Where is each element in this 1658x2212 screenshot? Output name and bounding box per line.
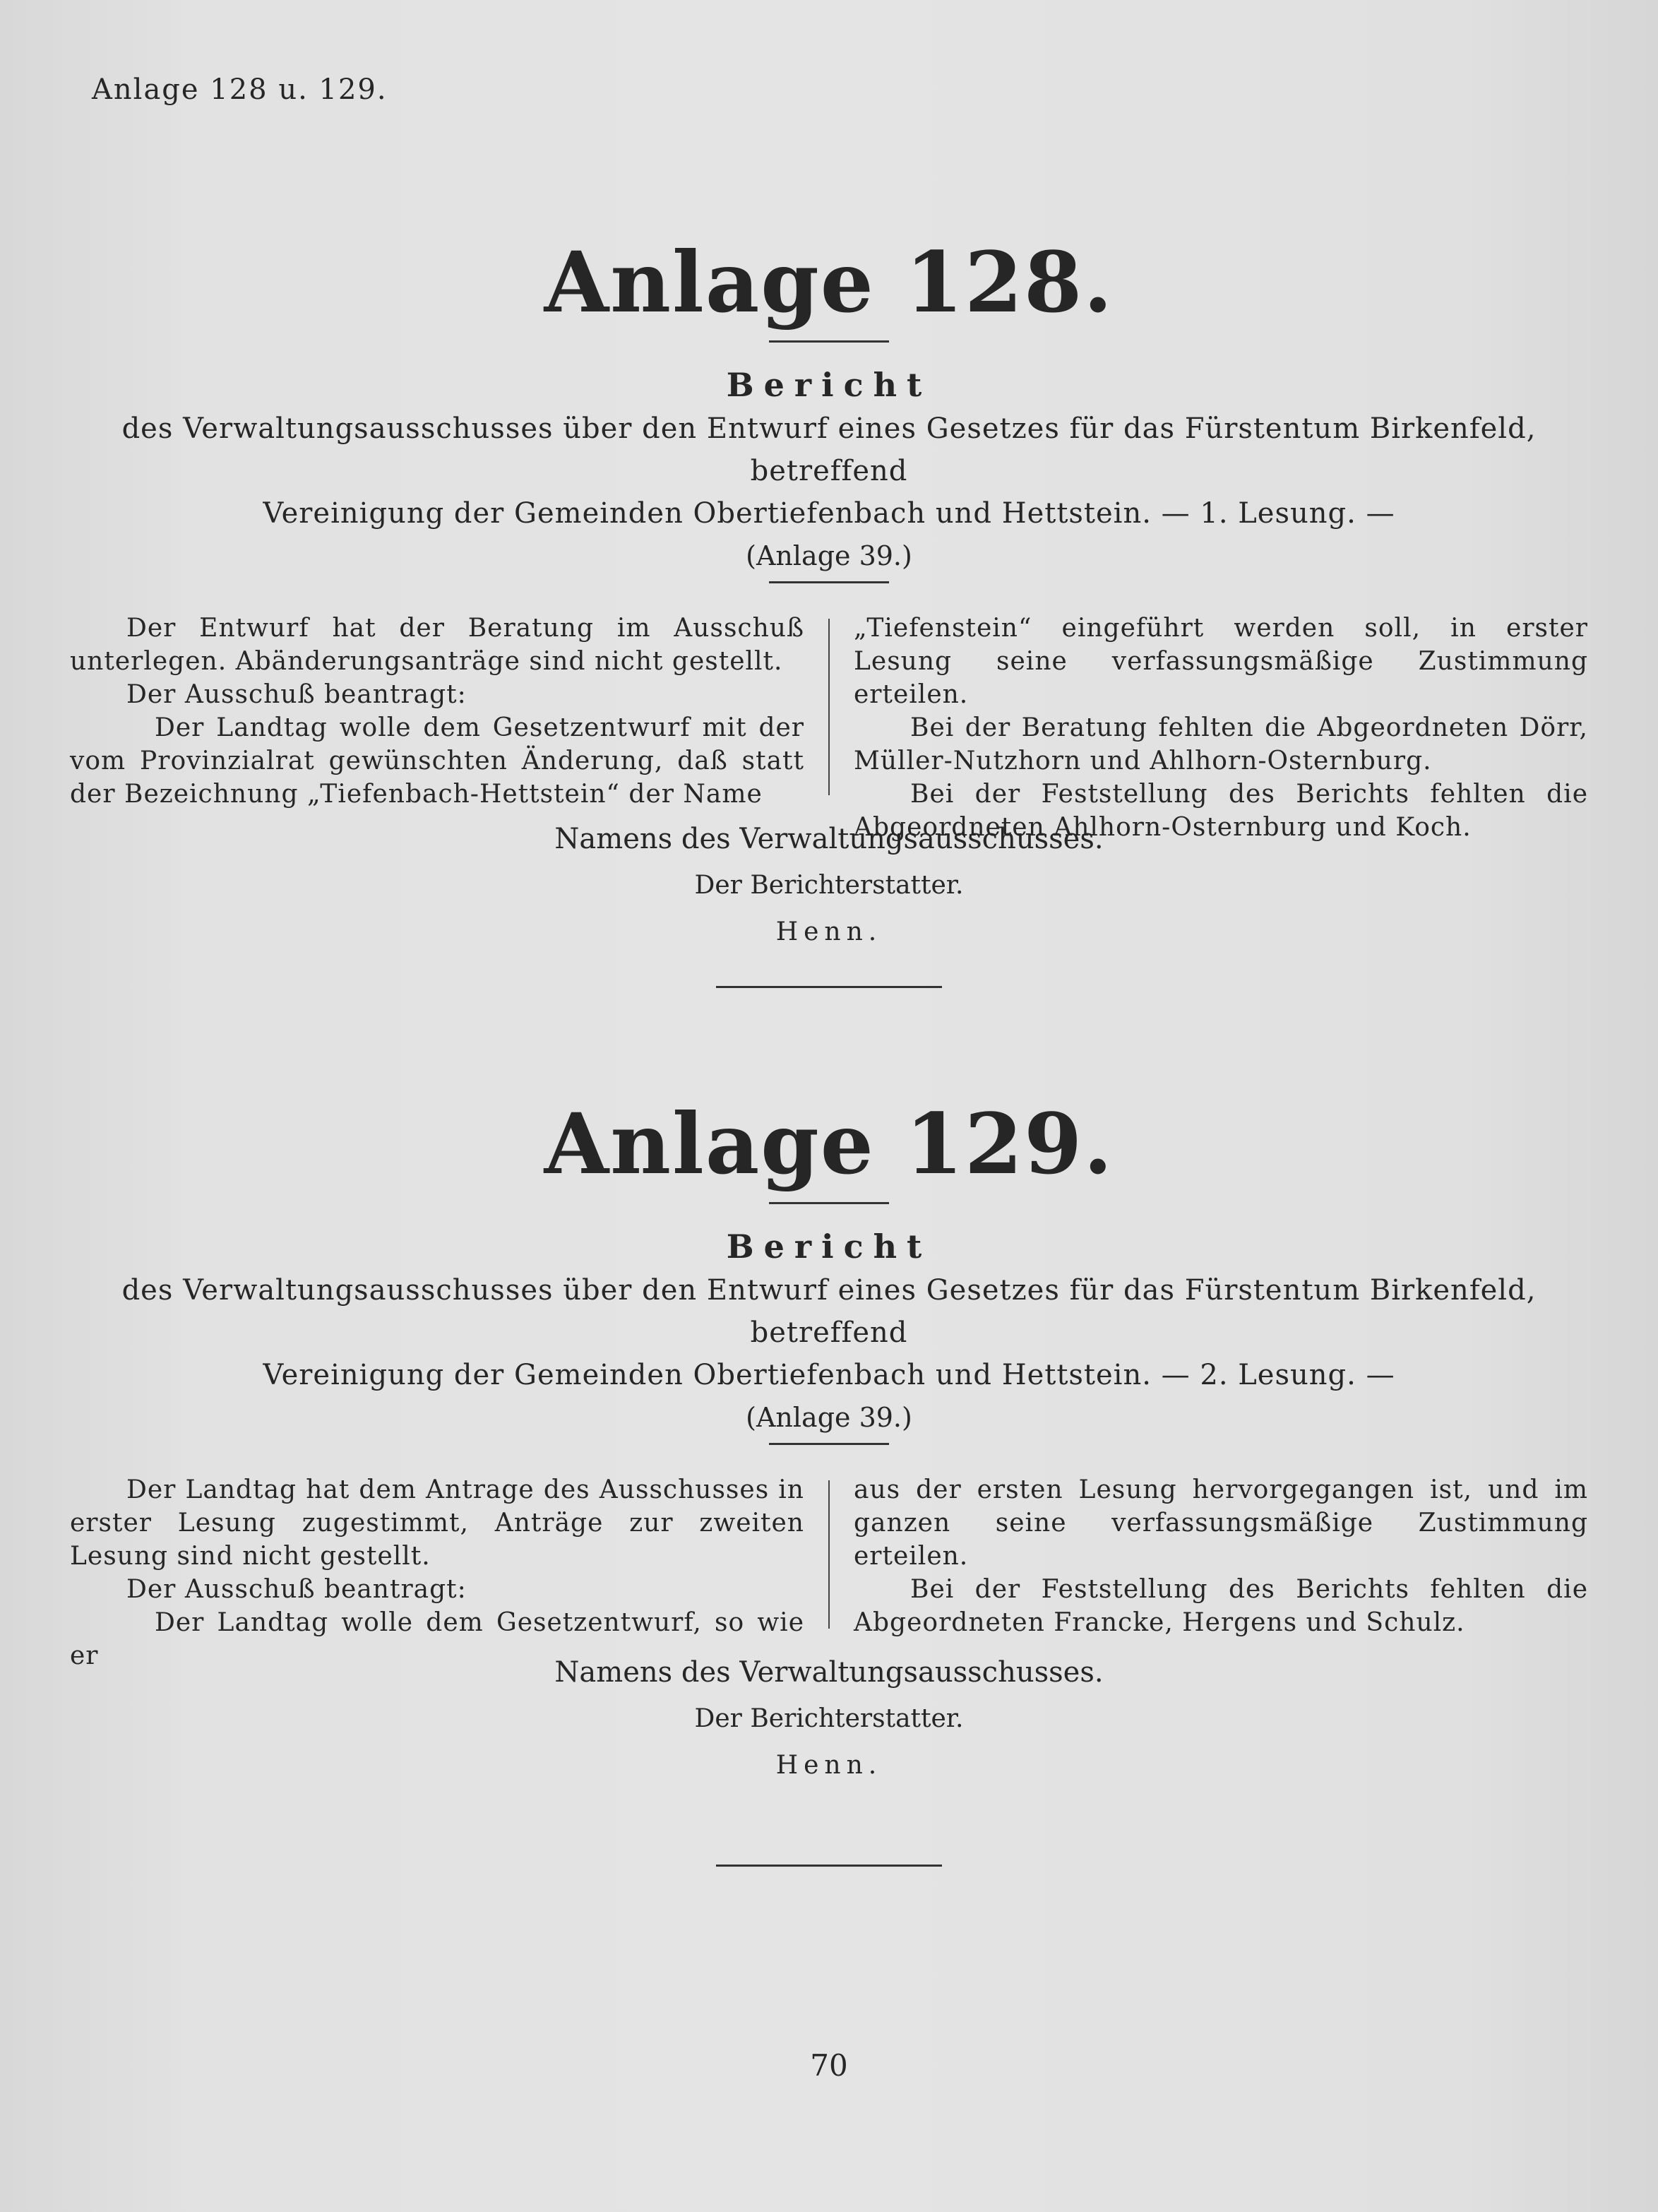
report-subject-line-1: des Verwaltungsausschusses über den Entwurf eines Gesetzes für das Fürstentum Birkenfeld, betreffend (121, 412, 1537, 487)
paragraph: aus der ersten Lesung hervorgegangen ist, und im ganzen seine verfassungsmäßige Zustimmung erteilen. (854, 1475, 1588, 1571)
column-divider (828, 619, 830, 795)
report-subject-line-2: Vereinigung der Gemeinden Obertiefenbach und Hettstein. — 2. Lesung. — (263, 1359, 1395, 1391)
paragraph: Bei der Beratung fehlten die Abgeordneten Dörr, Müller-Nutzhorn und Ahlhorn-Osternburg. (854, 713, 1588, 775)
paragraph: Der Landtag wolle dem Gesetzentwurf mit der vom Provinzialrat gewünschten Änderung, daß statt der Bezeichnung „Tiefenbach-Hettstein“ der Name (70, 713, 804, 809)
right-column (854, 612, 1588, 842)
paragraph: Der Landtag hat dem Antrage des Ausschusses in erster Lesung zugestimmt, Anträge zur zweiten Lesung sind nicht gestellt. (70, 1475, 804, 1571)
title-rule (769, 340, 889, 343)
paragraph: Der Landtag wolle dem Gesetzentwurf, so wie er (70, 1608, 804, 1670)
section-anlage-129 (0, 1095, 1658, 1867)
rapporteur-name: Henn. (775, 1751, 883, 1780)
section-anlage-128 (0, 233, 1658, 988)
section-end-rule (716, 1865, 942, 1867)
reference: (Anlage 39.) (746, 540, 912, 571)
report-subject-line-2: Vereinigung der Gemeinden Obertiefenbach und Hettstein. — 1. Lesung. — (263, 497, 1395, 530)
report-heading: Bericht (726, 1227, 932, 1266)
report-heading: Bericht (726, 366, 932, 404)
title-rule (769, 1202, 889, 1204)
rapporteur-name: Henn. (775, 917, 883, 946)
running-head: Anlage 128 u. 129. (92, 73, 388, 106)
paragraph: Bei der Feststellung des Berichts fehlten die Abgeordneten Ahlhorn-Osternburg und Koch. (854, 780, 1588, 842)
paragraph: Der Ausschuß beantragt: (126, 1575, 467, 1604)
right-column (854, 1473, 1588, 1636)
reference-rule (769, 1443, 889, 1445)
section-title: Anlage 129. (544, 1095, 1114, 1193)
section-end-rule (716, 986, 942, 988)
section-title: Anlage 128. (544, 233, 1114, 331)
left-column (70, 612, 804, 809)
left-column (70, 1473, 804, 1670)
committee-signature: Namens des Verwaltungsausschusses. (554, 1656, 1104, 1689)
column-divider (828, 1480, 830, 1629)
paragraph: Der Entwurf hat der Beratung im Ausschuß unterlegen. Abänderungsanträge sind nicht gestellt. (70, 614, 804, 676)
reference-rule (769, 581, 889, 583)
page-number: 70 (810, 2048, 848, 2083)
report-subject-line-1: des Verwaltungsausschusses über den Entwurf eines Gesetzes für das Fürstentum Birkenfeld, betreffend (121, 1274, 1537, 1349)
paragraph: „Tiefenstein“ eingeführt werden soll, in erster Lesung seine verfassungsmäßige Zustimmung erteilen. (854, 614, 1588, 709)
paragraph: Bei der Feststellung des Berichts fehlten die Abgeordneten Francke, Hergens und Schulz. (854, 1575, 1588, 1637)
reference: (Anlage 39.) (746, 1402, 912, 1433)
body-columns (70, 1473, 1588, 1670)
rapporteur-label: Der Berichterstatter. (694, 1704, 964, 1733)
paragraph: Der Ausschuß beantragt: (126, 680, 467, 709)
rapporteur-label: Der Berichterstatter. (694, 871, 964, 900)
committee-signature: Namens des Verwaltungsausschusses. (554, 823, 1104, 855)
